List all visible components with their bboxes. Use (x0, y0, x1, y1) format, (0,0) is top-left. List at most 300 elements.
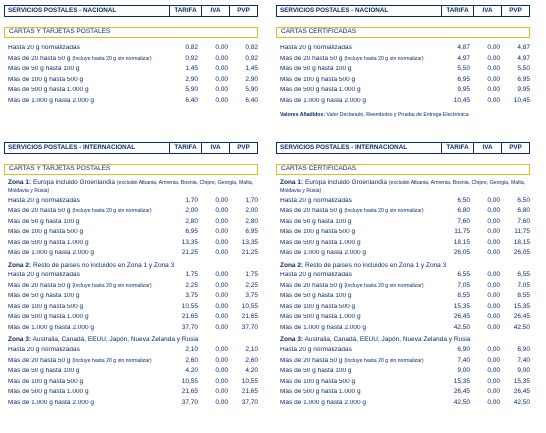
price-row (4, 196, 258, 207)
row-label-text: Hasta 20 g normalizadas (280, 197, 352, 204)
row-label (8, 250, 166, 257)
price-row (276, 227, 530, 238)
price-row (276, 345, 530, 356)
row-label (8, 389, 166, 396)
row-pvp: 42,50 (513, 398, 530, 406)
row-iva: 0,00 (487, 249, 500, 257)
price-row (4, 312, 258, 323)
row-pvp: 15,35 (513, 302, 530, 310)
row-pvp: 9,95 (517, 86, 530, 93)
row-label (280, 66, 438, 73)
row-pvp: 37,70 (241, 323, 258, 331)
zone-label: Zona 1: (8, 179, 32, 186)
zone-title (276, 262, 530, 270)
zone-label: Zona 3: (8, 336, 32, 344)
price-row (4, 54, 258, 65)
row-tarifa: 0,82 (185, 44, 198, 51)
price-row (4, 302, 258, 313)
row-label (280, 347, 438, 354)
row-label-text: Más de 1.000 g hasta 2.000 g (8, 399, 95, 406)
row-pvp: 6,95 (245, 228, 258, 236)
price-row (276, 217, 530, 228)
price-row (276, 312, 530, 323)
nacional-cartas-certificadas-panel (276, 5, 530, 119)
header-title: SERVICIOS POSTALES - INTERNACIONAL (8, 143, 136, 151)
row-label (8, 379, 166, 386)
row-pvp: 13,35 (241, 238, 258, 246)
row-tarifa: 6,55 (457, 271, 470, 279)
row-pvp: 26,45 (513, 388, 530, 396)
row-iva: 0,00 (215, 388, 228, 396)
price-row (276, 398, 530, 409)
header-title: SERVICIOS POSTALES - NACIONAL (280, 6, 389, 14)
row-pvp: 26,05 (513, 249, 530, 257)
zone-text: Europa incluido Groenlandia (32, 179, 115, 186)
header-iva: IVA (201, 6, 229, 16)
header-pvp: PVP (229, 143, 257, 153)
section-title: CARTAS CERTIFICADAS (276, 27, 530, 38)
row-tarifa: 10,55 (181, 302, 198, 310)
row-label-text: Más de 500 g hasta 1.000 g (280, 389, 361, 396)
zone-title (4, 179, 258, 195)
zone-note: (excluido Albania, Armenia, Bosnia, Chipre, Georgia, Malta, Moldavia y Rusia) (280, 180, 526, 194)
price-row (4, 248, 258, 259)
row-label (8, 368, 166, 375)
price-row (4, 96, 258, 107)
row-iva: 0,00 (215, 398, 228, 406)
row-iva: 0,00 (215, 313, 228, 321)
row-label-text: Más de 1.000 g hasta 2.000 g (280, 97, 367, 104)
price-row (4, 366, 258, 377)
price-rows (4, 43, 258, 106)
price-row (4, 291, 258, 302)
row-iva: 0,00 (215, 44, 228, 51)
valores-text: Valor Declarado, Reembolso y Prueba de Entrega Electrónica (326, 112, 469, 118)
row-pvp: 1,70 (245, 196, 258, 204)
row-iva: 0,00 (215, 54, 228, 62)
internacional-cartas-certificadas-panel (276, 142, 530, 408)
row-iva: 0,00 (487, 238, 500, 246)
zone-label: Zona 3: (280, 336, 304, 344)
row-label (280, 389, 438, 396)
row-pvp: 6,90 (517, 346, 530, 354)
row-tarifa: 42,50 (453, 398, 470, 406)
row-label-text: Más de 20 hasta 50 g (280, 282, 343, 289)
price-row (276, 302, 530, 313)
price-row (4, 281, 258, 292)
row-iva: 0,00 (215, 271, 228, 279)
row-label-text: Más de 50 g hasta 100 g (280, 218, 352, 225)
row-label (8, 240, 166, 247)
row-tarifa: 2,00 (185, 207, 198, 215)
row-iva: 0,00 (487, 388, 500, 396)
row-tarifa: 10,55 (181, 377, 198, 385)
zone-label: Zona 2: (280, 261, 304, 269)
row-label (280, 304, 438, 311)
zone-rows (4, 196, 258, 259)
header-title: SERVICIOS POSTALES - NACIONAL (8, 6, 117, 14)
row-tarifa: 4,87 (457, 44, 470, 51)
header-tarifa: TARIFA (441, 6, 473, 16)
row-label-text: Más de 20 hasta 50 g (8, 55, 71, 62)
row-label (280, 283, 438, 290)
row-label (280, 314, 438, 321)
table-header (4, 142, 258, 154)
zone-label: Zona 2: (8, 261, 32, 269)
row-note: (Incluye hasta 20 g sin normalizar) (72, 282, 152, 289)
row-tarifa: 1,45 (185, 65, 198, 72)
row-label-text: Hasta 20 g normalizadas (280, 272, 352, 279)
row-tarifa: 15,35 (453, 302, 470, 310)
row-label-text: Más de 1.000 g hasta 2.000 g (280, 250, 367, 257)
row-iva: 0,00 (215, 96, 228, 104)
row-label (8, 208, 166, 215)
row-label (8, 358, 166, 365)
row-pvp: 2,25 (245, 281, 258, 289)
row-label (8, 325, 166, 332)
row-pvp: 0,92 (245, 54, 258, 62)
row-label (8, 77, 166, 84)
row-pvp: 6,50 (517, 196, 530, 204)
row-label-text: Más de 500 g hasta 1.000 g (280, 314, 361, 321)
row-iva: 0,00 (487, 367, 500, 375)
row-label-text: Más de 100 g hasta 500 g (280, 303, 356, 310)
section-title: CARTAS Y TARJETAS POSTALES (4, 27, 258, 38)
row-label (280, 358, 438, 365)
row-iva: 0,00 (487, 292, 500, 300)
row-pvp: 0,82 (245, 44, 258, 51)
row-iva: 0,00 (487, 398, 500, 406)
row-tarifa: 5,90 (185, 86, 198, 93)
row-iva: 0,00 (215, 302, 228, 310)
zone-text: Australia, Canadá, EEUU, Japón, Nueva Zelanda y Rusia (304, 336, 471, 344)
row-iva: 0,00 (487, 346, 500, 354)
row-iva: 0,00 (215, 196, 228, 204)
row-pvp: 26,45 (513, 313, 530, 321)
row-tarifa: 42,50 (453, 323, 470, 331)
row-tarifa: 5,50 (457, 65, 470, 72)
row-pvp: 42,50 (513, 323, 530, 331)
row-tarifa: 13,35 (181, 238, 198, 246)
price-row (276, 323, 530, 334)
row-pvp: 3,75 (245, 292, 258, 300)
row-pvp: 9,00 (517, 367, 530, 375)
row-label-text: Más de 500 g hasta 1.000 g (8, 87, 89, 93)
row-tarifa: 1,75 (185, 271, 198, 279)
zone-rows (276, 345, 530, 408)
row-iva: 0,00 (487, 313, 500, 321)
row-iva: 0,00 (215, 356, 228, 364)
valores-label: Valores Añadidos: (280, 112, 326, 118)
header-tarifa: TARIFA (169, 6, 201, 16)
row-label (8, 293, 166, 300)
row-label-text: Más de 1.000 g hasta 2.000 g (8, 324, 95, 331)
row-label (280, 219, 438, 226)
row-tarifa: 7,60 (457, 217, 470, 225)
row-iva: 0,00 (215, 75, 228, 83)
row-label (8, 66, 166, 73)
row-label (280, 272, 438, 279)
row-pvp: 4,97 (517, 54, 530, 62)
row-iva: 0,00 (487, 377, 500, 385)
row-tarifa: 7,05 (457, 281, 470, 289)
price-row (276, 377, 530, 388)
row-label-text: Más de 20 hasta 50 g (280, 357, 343, 364)
row-label-text: Más de 100 g hasta 500 g (280, 229, 356, 236)
row-pvp: 2,90 (245, 75, 258, 83)
row-label (8, 229, 166, 236)
price-row (4, 356, 258, 367)
row-iva: 0,00 (215, 292, 228, 300)
row-label-text: Más de 20 hasta 50 g (280, 55, 343, 62)
zone-title (276, 336, 530, 344)
row-label-text: Más de 100 g hasta 500 g (8, 229, 84, 236)
row-label-text: Más de 500 g hasta 1.000 g (8, 314, 89, 321)
row-pvp: 10,45 (513, 96, 530, 104)
row-pvp: 7,40 (517, 356, 530, 364)
header-iva: IVA (201, 143, 229, 153)
row-iva: 0,00 (487, 207, 500, 215)
table-header (4, 5, 258, 17)
row-tarifa: 6,90 (457, 346, 470, 354)
row-label (8, 56, 166, 63)
row-label-text: Hasta 20 g normalizadas (280, 347, 352, 354)
price-row (4, 387, 258, 398)
row-pvp: 8,55 (517, 292, 530, 300)
price-row (276, 291, 530, 302)
header-iva: IVA (473, 143, 501, 153)
row-label (280, 45, 438, 52)
row-iva: 0,00 (487, 228, 500, 236)
zone-text: Australia, Canadá, EEUU, Japón, Nueva Zelanda y Rusia (32, 336, 199, 344)
row-tarifa: 2,90 (185, 75, 198, 83)
row-label (8, 219, 166, 226)
row-label (280, 368, 438, 375)
row-label (280, 240, 438, 247)
row-pvp: 2,10 (245, 346, 258, 354)
row-pvp: 6,55 (517, 271, 530, 279)
row-tarifa: 6,50 (457, 196, 470, 204)
row-tarifa: 15,35 (453, 377, 470, 385)
row-tarifa: 21,25 (181, 249, 198, 257)
row-label (280, 293, 438, 300)
row-label (8, 304, 166, 311)
row-label (8, 283, 166, 290)
price-row (4, 238, 258, 249)
row-tarifa: 6,40 (185, 96, 198, 104)
zone-text: Resto de países no incluidos en Zona 1 y Zona 3 (304, 261, 447, 269)
row-label (280, 56, 438, 63)
zone-label: Zona 1: (280, 179, 304, 186)
row-label-text: Más de 1.000 g hasta 2.000 g (280, 399, 367, 406)
row-iva: 0,00 (487, 271, 500, 279)
header-iva: IVA (473, 6, 501, 16)
row-pvp: 15,35 (513, 377, 530, 385)
price-row (276, 64, 530, 75)
row-tarifa: 6,95 (457, 75, 470, 83)
row-label-text: Más de 50 g hasta 100 g (8, 66, 80, 72)
row-pvp: 6,40 (245, 96, 258, 104)
row-tarifa: 2,25 (185, 281, 198, 289)
row-label (280, 325, 438, 332)
header-pvp: PVP (501, 6, 529, 16)
row-tarifa: 10,45 (453, 96, 470, 104)
row-tarifa: 3,75 (185, 292, 198, 300)
row-pvp: 1,75 (245, 271, 258, 279)
row-label (280, 400, 438, 407)
row-pvp: 2,00 (245, 207, 258, 215)
row-tarifa: 18,15 (453, 238, 470, 246)
row-tarifa: 1,70 (185, 196, 198, 204)
price-row (276, 238, 530, 249)
row-label (8, 198, 166, 205)
row-label-text: Más de 50 g hasta 100 g (8, 218, 80, 225)
row-tarifa: 7,40 (457, 356, 470, 364)
row-pvp: 18,15 (513, 238, 530, 246)
price-row (4, 85, 258, 96)
row-tarifa: 11,75 (454, 228, 470, 236)
price-row (276, 96, 530, 107)
zone-title (4, 336, 258, 344)
row-pvp: 7,60 (517, 217, 530, 225)
zone-title (276, 179, 530, 195)
row-tarifa: 9,95 (457, 86, 470, 93)
row-note: (Incluye hasta 20 g sin normalizar) (72, 357, 152, 364)
row-iva: 0,00 (487, 217, 500, 225)
row-tarifa: 37,70 (181, 323, 198, 331)
row-pvp: 7,05 (517, 281, 530, 289)
row-pvp: 37,70 (241, 398, 258, 406)
row-iva: 0,00 (487, 281, 500, 289)
zone-rows (4, 345, 258, 408)
row-pvp: 10,55 (241, 377, 258, 385)
row-iva: 0,00 (487, 65, 500, 72)
row-label-text: Más de 100 g hasta 500 g (8, 303, 84, 310)
row-tarifa: 26,45 (453, 313, 470, 321)
row-tarifa: 2,60 (185, 356, 198, 364)
row-tarifa: 6,80 (457, 207, 470, 215)
header-title: SERVICIOS POSTALES - INTERNACIONAL (280, 143, 408, 151)
row-label-text: Más de 500 g hasta 1.000 g (8, 389, 89, 396)
row-label-text: Más de 20 hasta 50 g (8, 282, 71, 289)
table-header (276, 142, 530, 154)
header-tarifa: TARIFA (169, 143, 201, 153)
price-row (276, 206, 530, 217)
row-pvp: 11,75 (514, 228, 530, 236)
row-pvp: 21,65 (241, 313, 258, 321)
price-row (276, 196, 530, 207)
price-row (276, 387, 530, 398)
row-label-text: Más de 20 hasta 50 g (280, 208, 343, 215)
row-label-text: Más de 500 g hasta 1.000 g (8, 239, 89, 246)
row-tarifa: 2,10 (185, 346, 198, 354)
price-row (4, 206, 258, 217)
row-note: (Incluye hasta 20 g sin normalizar) (344, 357, 424, 364)
row-label-text: Más de 1.000 g hasta 2.000 g (8, 250, 95, 257)
row-label (8, 45, 166, 52)
zones (276, 179, 530, 408)
row-label (280, 198, 438, 205)
price-row (276, 75, 530, 86)
row-tarifa: 9,00 (457, 367, 470, 375)
row-iva: 0,00 (215, 65, 228, 72)
row-tarifa: 21,65 (181, 388, 198, 396)
row-label-text: Más de 1.000 g hasta 2.000 g (8, 97, 95, 104)
row-iva: 0,00 (487, 54, 500, 62)
row-label (8, 314, 166, 321)
row-iva: 0,00 (215, 367, 228, 375)
price-row (4, 377, 258, 388)
row-label (280, 77, 438, 84)
row-label (280, 379, 438, 386)
price-row (276, 356, 530, 367)
price-row (276, 54, 530, 65)
row-label-text: Más de 100 g hasta 500 g (280, 76, 356, 83)
row-label (8, 272, 166, 279)
price-row (276, 248, 530, 259)
row-label (280, 208, 438, 215)
header-pvp: PVP (229, 6, 257, 16)
row-tarifa: 26,45 (453, 388, 470, 396)
row-label-text: Hasta 20 g normalizadas (280, 45, 352, 51)
row-note: (Incluye hasta 20 g sin normalizar) (344, 282, 424, 289)
table-header (276, 5, 530, 17)
row-label-text: Más de 1.000 g hasta 2.000 g (280, 324, 367, 331)
price-row (4, 64, 258, 75)
row-tarifa: 8,55 (457, 292, 470, 300)
price-row (4, 43, 258, 54)
row-tarifa: 2,80 (185, 217, 198, 225)
row-iva: 0,00 (215, 249, 228, 257)
row-label-text: Más de 50 g hasta 100 g (280, 66, 352, 72)
row-label-text: Más de 100 g hasta 500 g (8, 76, 84, 83)
header-tarifa: TARIFA (441, 143, 473, 153)
row-label-text: Hasta 20 g normalizadas (8, 272, 80, 279)
row-pvp: 5,90 (245, 86, 258, 93)
row-pvp: 2,80 (245, 217, 258, 225)
row-label-text: Hasta 20 g normalizadas (8, 347, 80, 354)
zones (4, 179, 258, 408)
row-label-text: Más de 500 g hasta 1.000 g (280, 87, 361, 93)
zone-rows (276, 270, 530, 333)
row-note: (Incluye hasta 20 g sin normalizar) (344, 55, 424, 62)
row-label-text: Más de 500 g hasta 1.000 g (280, 239, 361, 246)
row-iva: 0,00 (487, 86, 500, 93)
row-label-text: Más de 100 g hasta 500 g (280, 378, 356, 385)
price-row (276, 85, 530, 96)
row-iva: 0,00 (215, 238, 228, 246)
row-label-text: Más de 50 g hasta 100 g (8, 368, 80, 375)
row-iva: 0,00 (487, 302, 500, 310)
row-iva: 0,00 (487, 356, 500, 364)
price-row (4, 217, 258, 228)
row-tarifa: 6,95 (185, 228, 198, 236)
internacional-cartas-postales-panel (4, 142, 258, 408)
price-row (276, 281, 530, 292)
zone-rows (276, 196, 530, 259)
section-title: CARTAS CERTIFICADAS (276, 164, 530, 175)
row-pvp: 10,55 (241, 302, 258, 310)
row-tarifa: 4,20 (185, 367, 198, 375)
row-label (280, 229, 438, 236)
row-iva: 0,00 (487, 323, 500, 331)
price-row (276, 270, 530, 281)
row-pvp: 1,45 (245, 65, 258, 72)
row-pvp: 21,25 (241, 249, 258, 257)
row-pvp: 6,95 (517, 75, 530, 83)
row-iva: 0,00 (215, 281, 228, 289)
row-label (280, 98, 438, 105)
